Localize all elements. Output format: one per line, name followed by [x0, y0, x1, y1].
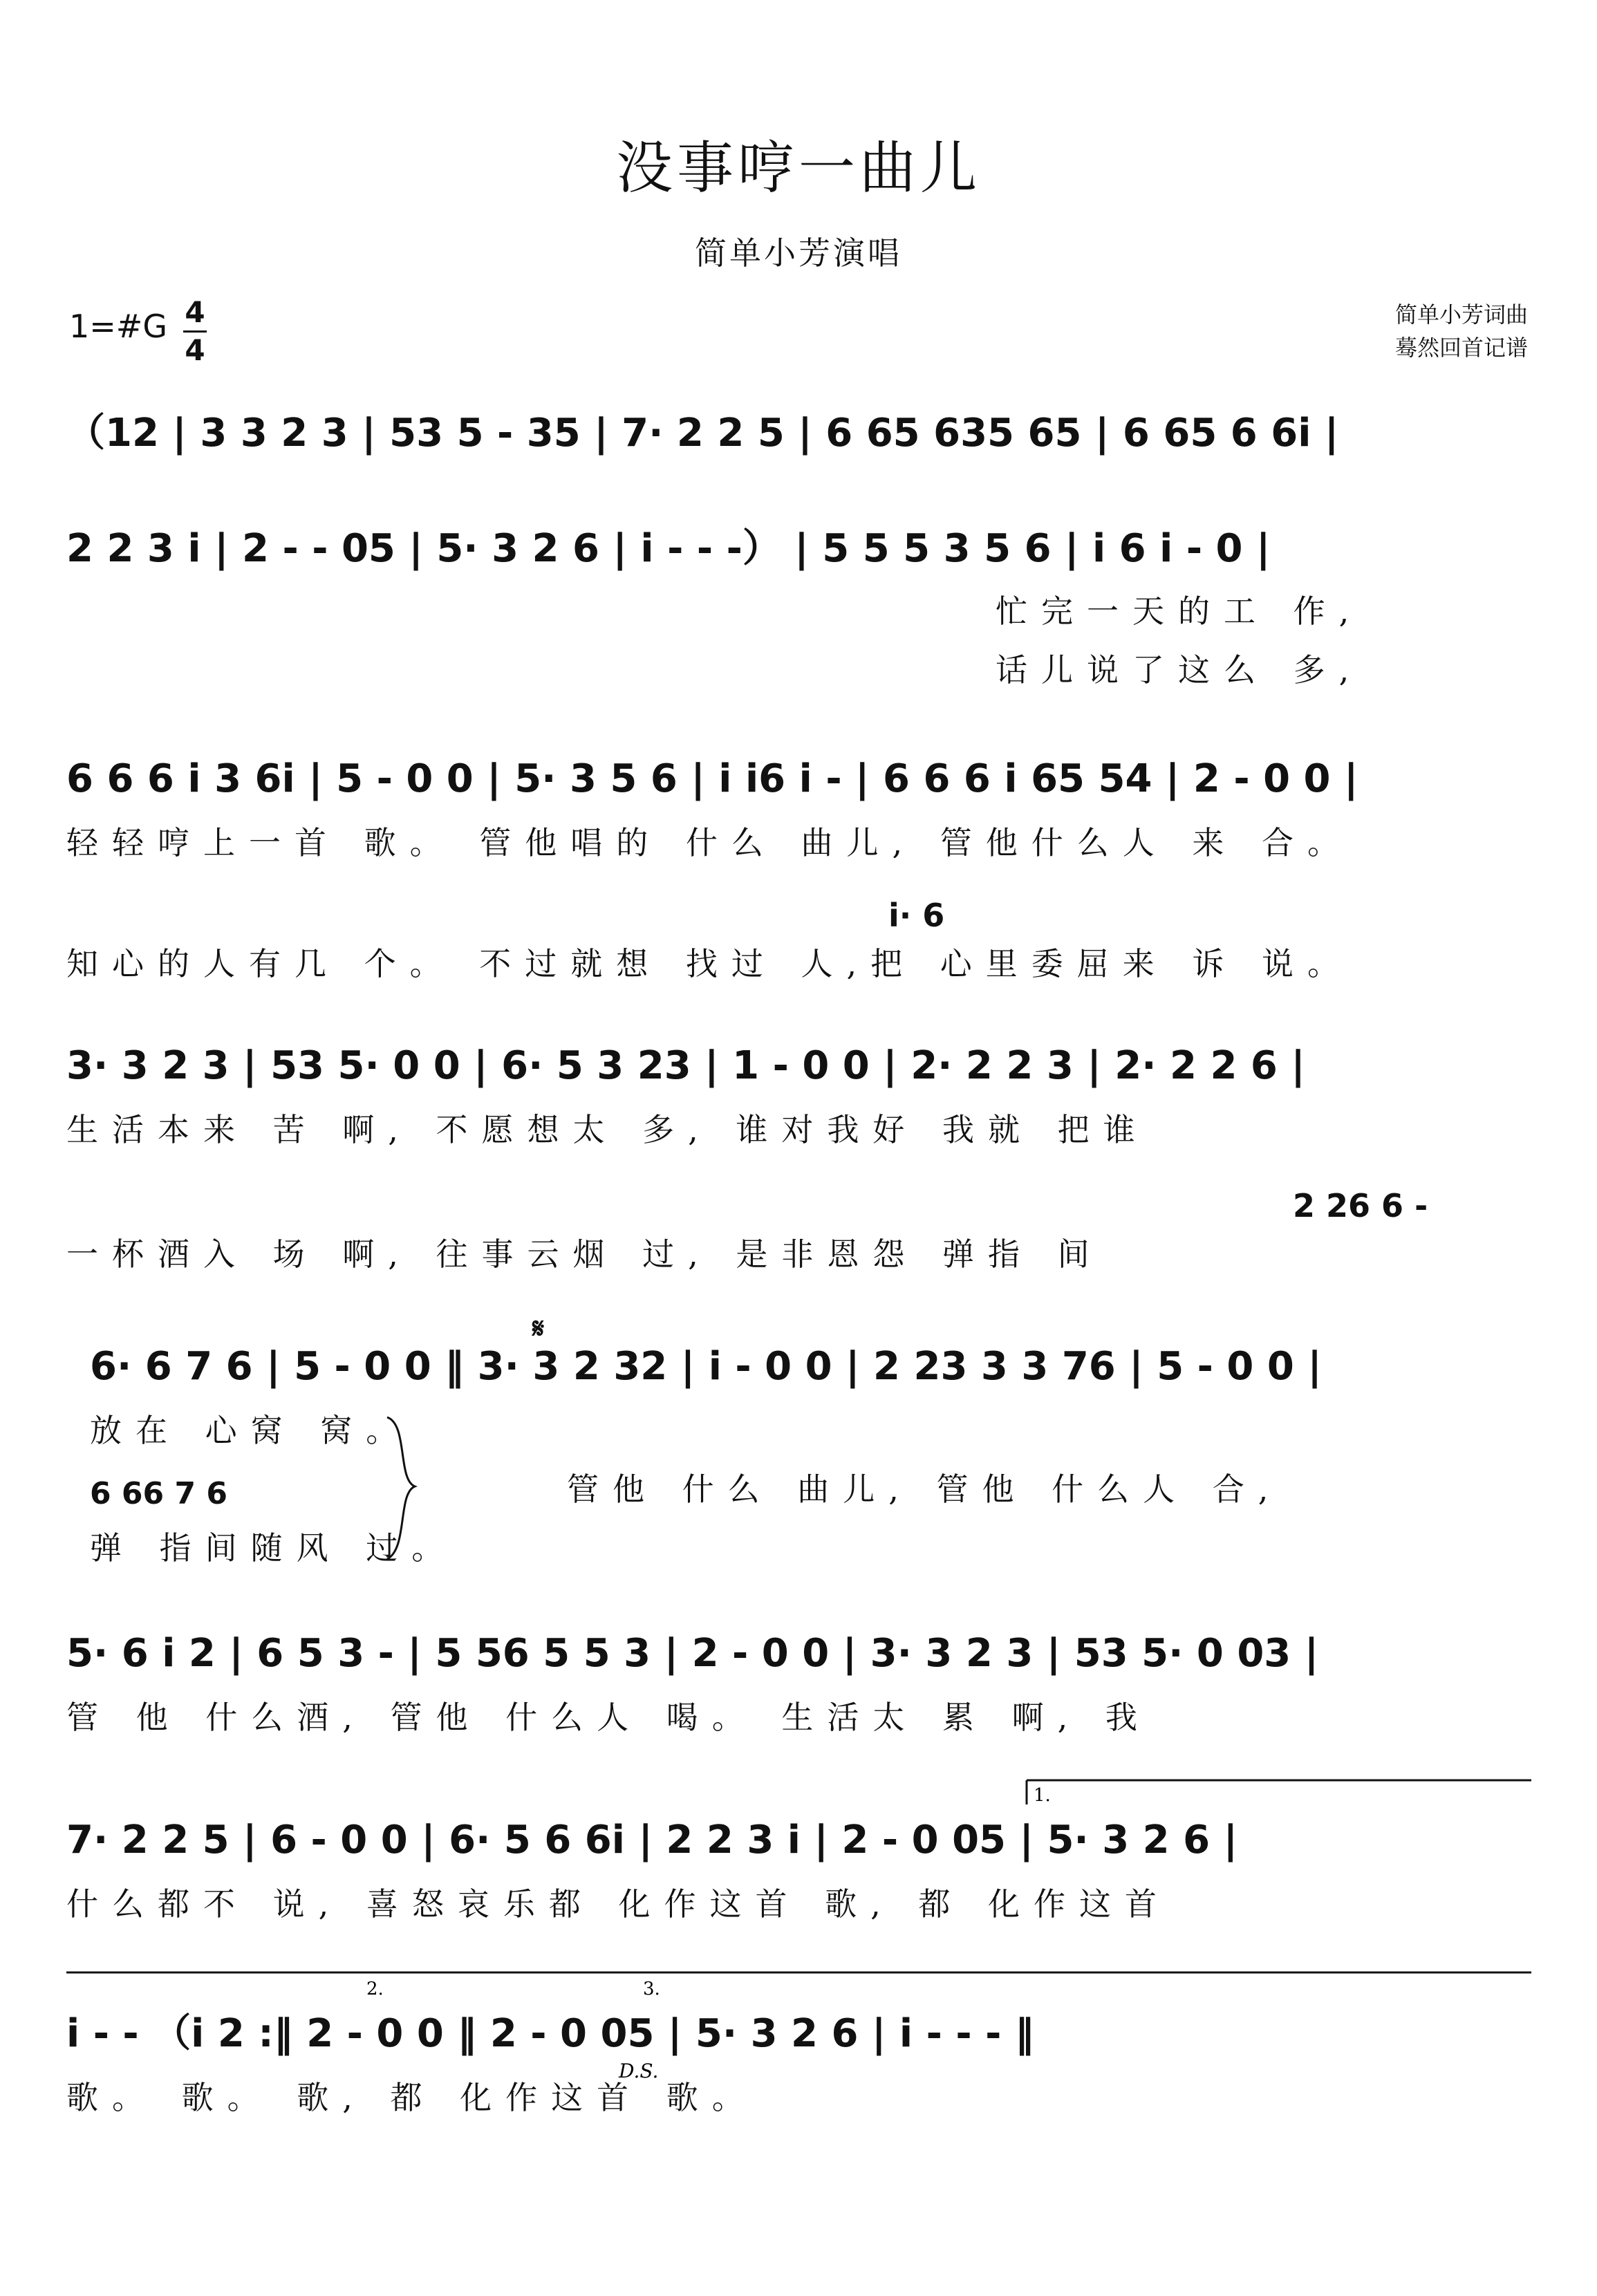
- volta-3: 3.: [643, 1979, 660, 1999]
- transcriber-credit: 蓦然回首记谱: [1394, 335, 1528, 361]
- variant-row-4: 2 26 6 -: [1293, 1187, 1428, 1224]
- lyric-row-2b: 话儿说了这么 多,: [996, 651, 1363, 689]
- lyric-row-4b: 一杯酒入 场 啊, 往事云烟 过, 是非恩怨 弹指 间: [66, 1235, 1103, 1273]
- notation-row-5: 6· 6 7 6 | 5 - 0 0 ‖ 3· 3 2 32 | i - 0 0 | 2 23 3 3 76 | 5 - 0 0 |: [90, 1344, 1322, 1389]
- composer-credit: 简单小芳词曲: [1394, 301, 1528, 328]
- notation-row-6: 5· 6 i 2 | 6 5 3 - | 5 56 5 5 3 | 2 - 0 0 | 3· 3 2 3 | 53 5· 0 03 |: [66, 1631, 1319, 1676]
- lyric-row-5-variant: 6 66 7 6: [90, 1476, 228, 1511]
- ds-mark: D.S.: [619, 2060, 659, 2082]
- volta-2: 2.: [366, 1979, 384, 1999]
- song-title: 没事哼一曲儿: [615, 136, 981, 201]
- lyric-row-2a: 忙完一天的工 作,: [996, 592, 1363, 630]
- notation-row-1: （12 | 3 3 2 3 | 53 5 - 35 | 7· 2 2 5 | 6 65 635 65 | 6 65 6 6i |: [66, 411, 1339, 456]
- meter-top: 4: [185, 295, 205, 329]
- notation-row-8: i - - （i 2 :‖ 2 - 0 0 ‖ 2 - 0 05 | 5· 3 2 6 | i - - - ‖: [66, 2011, 1034, 2056]
- variant-row-3: i· 6: [888, 897, 945, 934]
- volta-1: 1.: [1034, 1785, 1051, 1806]
- lyric-row-3a: 轻轻哼上一首 歌。 管他唱的 什么 曲儿, 管他什么人 来 合。: [66, 824, 1353, 861]
- segno-sign: 𝄋: [532, 1313, 545, 1345]
- notation-row-4: 3· 3 2 3 | 53 5· 0 0 | 6· 5 3 23 | 1 - 0 0 | 2· 2 2 3 | 2· 2 2 6 |: [66, 1043, 1305, 1088]
- lyric-row-8: 歌。 歌。 歌, 都 化作这首 歌。: [66, 2079, 758, 2116]
- key-signature: 1=#G: [69, 308, 167, 345]
- lyric-row-4a: 生活本来 苦 啊, 不愿想太 多, 谁对我好 我就 把谁: [66, 1111, 1149, 1148]
- notation-row-7: 7· 2 2 5 | 6 - 0 0 | 6· 5 6 6i | 2 2 3 i | 2 - 0 05 | 5· 3 2 6 |: [66, 1818, 1238, 1863]
- lyric-row-5a: 放在 心窝 窝。: [90, 1412, 412, 1449]
- notation-row-2: 2 2 3 i | 2 - - 05 | 5· 3 2 6 | i - - -） | 5 5 5 3 5 6 | i 6 i - 0 |: [66, 526, 1271, 571]
- notation-row-3: 6 6 6 i 3 6i | 5 - 0 0 | 5· 3 5 6 | i i6 i - | 6 6 6 i 65 54 | 2 - 0 0 |: [66, 756, 1358, 801]
- song-subtitle: 简单小芳演唱: [695, 234, 902, 272]
- lyric-row-7: 什么都不 说, 喜怒哀乐都 化作这首 歌, 都 化作这首: [66, 1885, 1170, 1923]
- lyric-row-5c: 管他 什么 曲儿, 管他 什么人 合,: [567, 1471, 1282, 1508]
- lyric-row-6: 管 他 什么酒, 管他 什么人 喝。 生活太 累 啊, 我: [66, 1699, 1151, 1736]
- meter-bottom: 4: [185, 333, 205, 367]
- lyric-row-3b: 知心的人有几 个。 不过就想 找过 人,把 心里委屈来 诉 说。: [66, 945, 1353, 982]
- lyric-row-5b: 弹 指间随风 过。: [90, 1529, 458, 1567]
